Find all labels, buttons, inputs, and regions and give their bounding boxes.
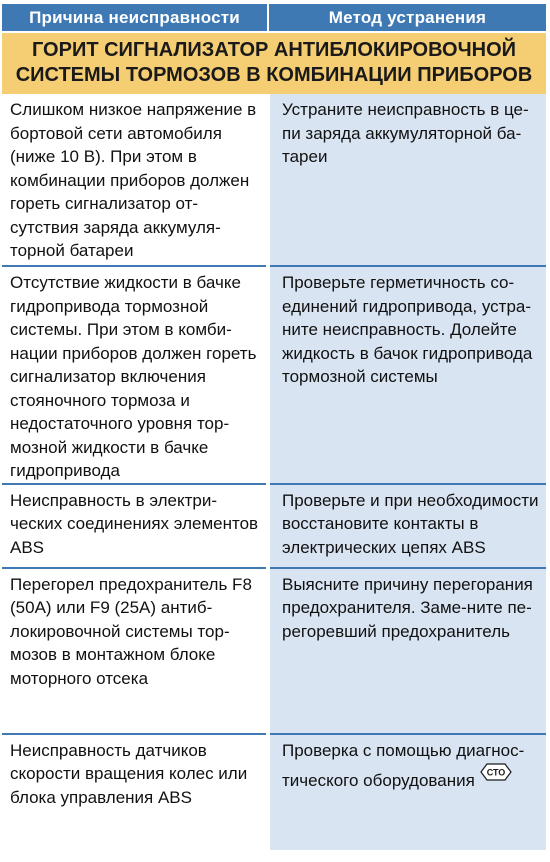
method-cell: Выясните причину перегорания предохранителя. Заме-ните перегоревший предохранитель bbox=[268, 568, 546, 734]
cause-cell: Неисправность в электрических соединениях элементов ABS bbox=[2, 484, 268, 568]
table-row bbox=[2, 734, 546, 850]
service-station-label: СТО bbox=[486, 767, 506, 778]
method-cell: Проверьте и при необходимости восстановите контакты в электрических цепях ABS bbox=[268, 484, 546, 568]
table-header-row bbox=[2, 3, 546, 32]
section-title: ГОРИТ СИГНАЛИЗАТОР АНТИБЛОКИРОВОЧНОЙ СИСТЕМЫ ТОРМОЗОВ В КОМБИНАЦИИ ПРИБОРОВ bbox=[2, 32, 546, 94]
table-row bbox=[2, 568, 546, 734]
table-row bbox=[2, 266, 546, 484]
method-cell: Устраните неисправность в цепи заряда аккумуляторной батареи bbox=[268, 94, 546, 266]
diagnostic-table bbox=[2, 2, 546, 850]
table-row bbox=[2, 484, 546, 568]
column-header-cause: Причина неисправности bbox=[2, 3, 268, 32]
cause-cell: Отсутствие жидкости в бачке гидропривода тормозной системы. При этом в комбинации приборов должен гореть сигнализатор включения стояночного тормоза и недостаточного уровня тормозной жидкости в бачке гидропривода bbox=[2, 266, 268, 484]
cause-cell: Неисправность датчиков скорости вращения колес или блока управления ABS bbox=[2, 734, 268, 850]
section-row bbox=[2, 32, 546, 94]
method-text: Проверка с помощью диагностического оборудования bbox=[282, 740, 525, 790]
cause-cell: Перегорел предохранитель F8 (50А) или F9 (25А) антиблокировочной системы тормозов в монтажном блоке моторного отсека bbox=[2, 568, 268, 734]
service-station-icon bbox=[479, 762, 513, 782]
method-cell: Проверьте герметичность соединений гидропривода, устраните неисправность. Долейте жидкость в бачок гидропривода тормозной системы bbox=[268, 266, 546, 484]
method-cell bbox=[268, 734, 546, 850]
column-header-method: Метод устранения bbox=[268, 3, 546, 32]
cause-cell: Слишком низкое напряжение в бортовой сети автомобиля (ниже 10 В). При этом в комбинации приборов должен гореть сигнализатор отсутствия заряда аккумуляторной батареи bbox=[2, 94, 268, 266]
table-row bbox=[2, 94, 546, 266]
